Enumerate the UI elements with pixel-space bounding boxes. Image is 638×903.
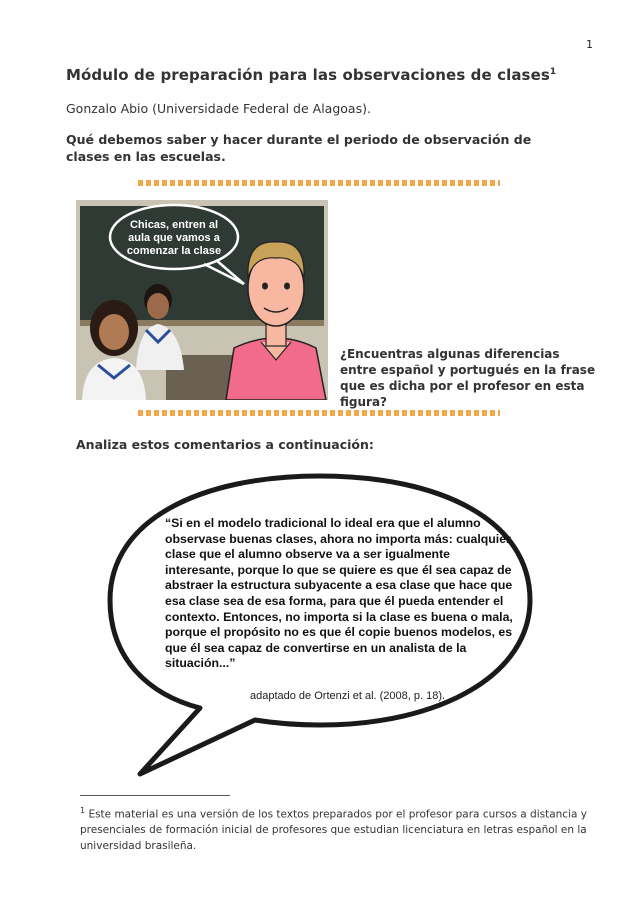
guiding-question: Qué debemos saber y hacer durante el periodo de observación de clases en las escuelas. <box>66 132 532 164</box>
quote-text: “Si en el modelo tradicional lo ideal era que el alumno observase buenas clases, ahora no importa más: cualquier clase que el alumno observe va a ser igualmente interesante, porque lo que se quiere es que él sea capaz de abstraer la estructura subyacente a esa clase que hace que esa clase sea de esa forma, para que él pueda entender el contexto. Entonces, no importa si la clase es buena o mala, porque el propósito no es que él copie buenos modelos, es que él sea capaz de convertirse en un analista de la situación...” <box>165 516 513 671</box>
page-number: 1 <box>586 38 593 51</box>
section-heading: Analiza estos comentarios a continuación: <box>76 437 374 452</box>
title-footnote-marker: 1 <box>549 67 557 77</box>
orange-dotted-divider <box>138 180 500 186</box>
footnote-text: Este material es una versión de los textos preparados por el profesor para cursos a distancia y presenciales de formación inicial de profesores que estudian licenciatura en letras español en la universidad brasileña. <box>80 808 587 852</box>
footnote-marker: 1 <box>80 806 86 815</box>
footnote <box>80 803 600 854</box>
document-title <box>66 66 556 84</box>
orange-dotted-divider <box>138 410 500 416</box>
title-text: Módulo de preparación para las observaciones de clases <box>66 66 550 84</box>
author-line: Gonzalo Abio (Universidade Federal de Alagoas). <box>66 101 371 116</box>
figure-caption: ¿Encuentras algunas diferencias entre español y portugués en la frase que es dicha por el profesor en esta figura? <box>340 347 596 409</box>
classroom-illustration <box>76 200 328 400</box>
footnote-separator <box>80 795 230 796</box>
speech-line-1: Chicas, entren al <box>129 219 219 231</box>
speech-line-3: comenzar la clase <box>126 245 222 257</box>
quote-source: adaptado de Ortenzi et al. (2008, p. 18). <box>250 690 446 702</box>
speech-line-2: aula que vamos a <box>128 232 220 244</box>
